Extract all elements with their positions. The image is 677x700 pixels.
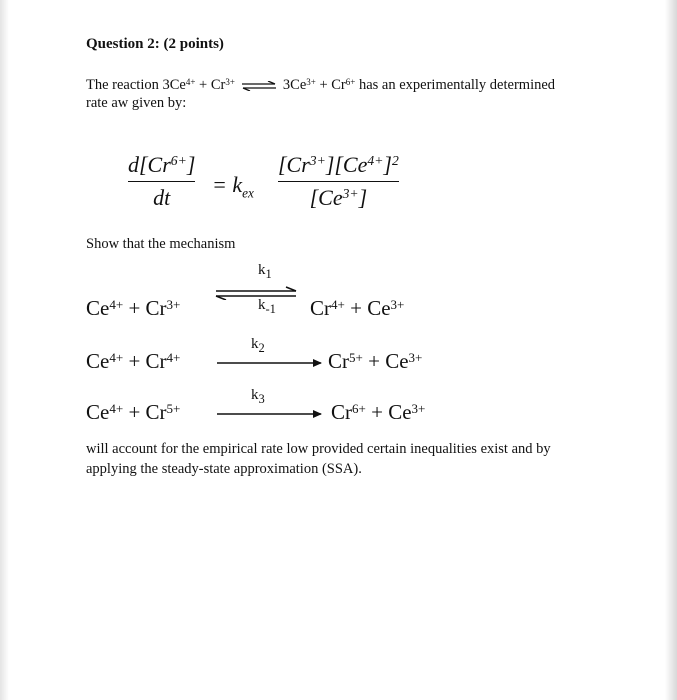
step2-products: $Cr^{5+} + Ce^{3+}$ <box>328 349 423 373</box>
rate-constant: = $k_{ex}$ <box>212 172 254 201</box>
k3-label: $k_3$ <box>251 387 265 406</box>
equilibrium-arrow-icon <box>241 81 277 91</box>
step2-reactants: $Ce^{4+} + Cr^{4+}$ <box>86 349 181 373</box>
question-title: Question 2: (2 points) <box>86 36 224 52</box>
k1-label: $k_1$ <box>258 262 272 281</box>
reaction-statement-line2: rate aw given by: <box>86 95 187 111</box>
step2-forward-arrow-icon <box>217 358 323 368</box>
k2-label: $k_2$ <box>251 336 265 355</box>
rate-law-equation <box>128 152 428 232</box>
step3-forward-arrow-icon <box>217 409 323 419</box>
step1-products: $Cr^{4+} + Ce^{3+}$ <box>310 296 405 320</box>
step3-reactants: $Ce^{4+} + Cr^{5+}$ <box>86 400 181 424</box>
mechanism-intro: Show that the mechanism <box>86 236 236 252</box>
conclusion-line1: will account for the empirical rate low provided certain inequalities exist and by <box>86 441 551 457</box>
step1-reactants: $Ce^{4+} + Cr^{3+}$ <box>86 296 181 320</box>
page-edge-shadow-right <box>665 0 677 700</box>
conclusion-text <box>86 439 551 479</box>
lhs-fraction: $d[Cr^{6+}]$ dt <box>128 152 196 210</box>
step3-products: $Cr^{6+} + Ce^{3+}$ <box>331 400 426 424</box>
conclusion-line2: applying the steady-state approximation (SSA). <box>86 461 362 477</box>
step1-equilibrium-arrow-icon <box>214 286 298 300</box>
rhs-fraction: $[Cr^{3+}][Ce^{4+}]^2$ $[Ce^{3+}]$ <box>278 152 399 210</box>
reaction-statement: The reaction $3Ce^{4+} + Cr^{3+}$ $3Ce^{3+} + Cr^{6+}$ has an experimentally determined <box>86 76 556 93</box>
page-edge-shadow-left <box>0 0 9 700</box>
k-1-label: $k_{-1}$ <box>258 297 276 316</box>
